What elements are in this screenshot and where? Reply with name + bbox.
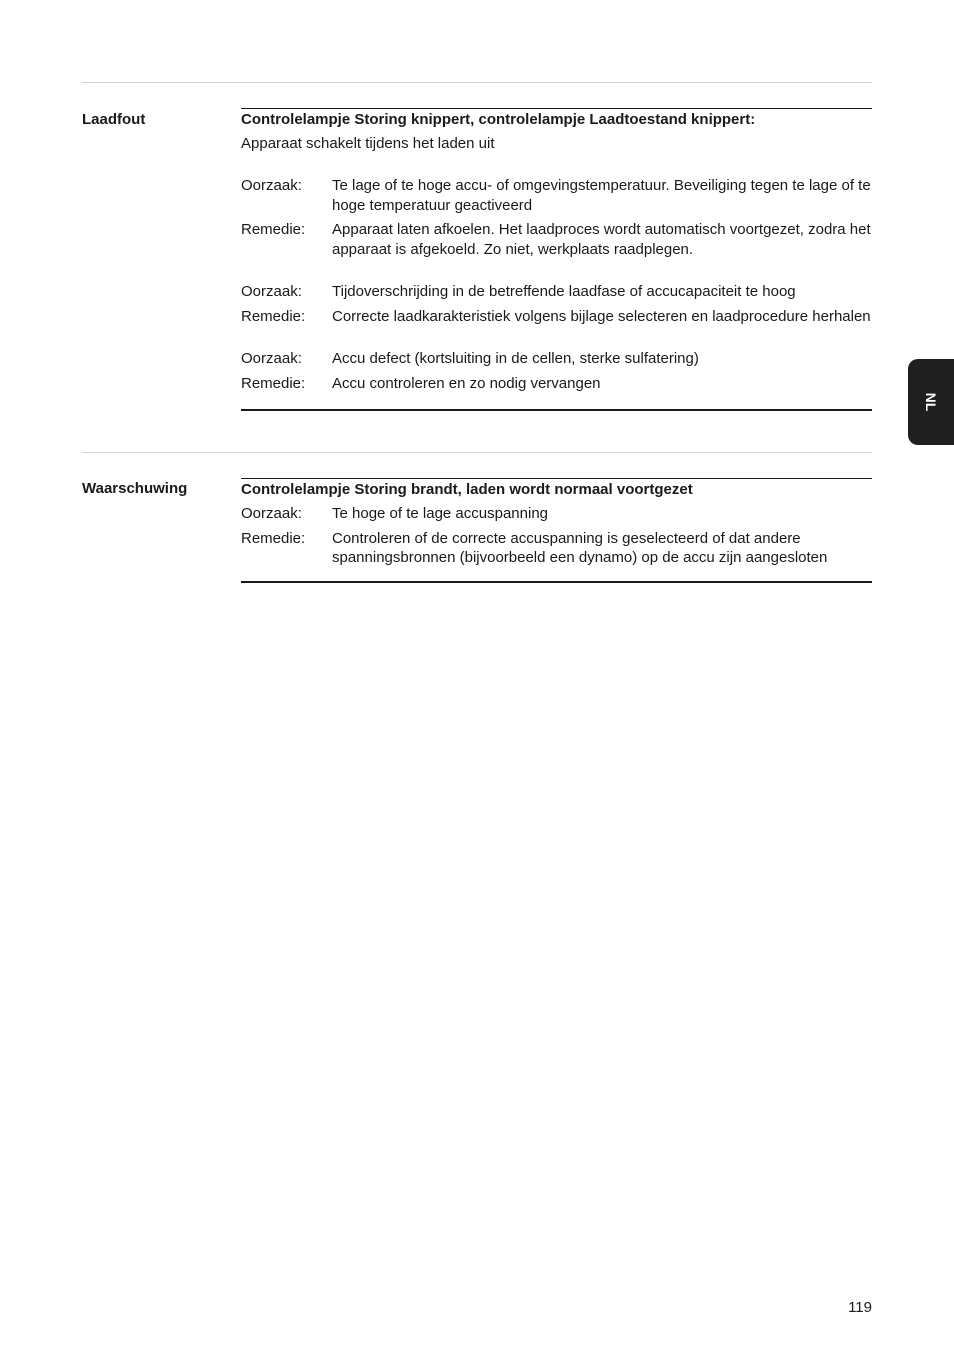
section-end-rule [241,409,872,411]
remedy-row [241,307,872,327]
cause-label: Oorzaak: [241,177,302,194]
remedy-label: Remedie: [241,221,306,238]
section-end-rule [241,581,872,583]
language-tab-label: NL [923,392,939,412]
cause-row [241,282,872,302]
fault-entry [241,282,872,326]
fault-entry [241,176,872,259]
section-heading: Controlelampje Storing brandt, laden wordt normaal voortgezet [241,478,872,499]
language-tab [908,359,954,445]
cause-label: Oorzaak: [241,505,302,522]
cause-row [241,504,872,524]
remedy-text: Correcte laadkarakteristiek volgens bijlage selecteren en laadprocedure herhalen [332,307,871,325]
section-divider [82,452,872,453]
fault-entry [241,349,872,393]
remedy-label: Remedie: [241,529,306,547]
cause-text: Te lage of te hoge accu- of omgevingstemperatuur. Beveiliging tegen te lage of te hoge temperatuur geactiveerd [332,177,871,214]
section-waarschuwing [241,478,872,583]
cause-text: Tijdoverschrijding in de betreffende laadfase of accucapaciteit te hoog [332,283,796,300]
cause-row [241,176,872,215]
section-heading: Controlelampje Storing knippert, controlelampje Laadtoestand knippert: [241,108,872,129]
cause-row [241,349,872,369]
remedy-text: Apparaat laten afkoelen. Het laadproces wordt automatisch voortgezet, zodra het apparaat is afgekoeld. Zo niet, werkplaats raadplegen. [332,221,871,258]
cause-text: Accu defect (kortsluiting in de cellen, sterke sulfatering) [332,350,699,367]
page-number: 119 [848,1299,872,1316]
section-laadfout [241,108,872,411]
remedy-row [241,529,872,568]
remedy-row [241,220,872,259]
fault-entry [241,504,872,568]
cause-label: Oorzaak: [241,283,302,300]
section-label-waarschuwing: Waarschuwing [82,480,188,497]
cause-label: Oorzaak: [241,350,302,367]
section-label-laadfout: Laadfout [82,111,146,128]
remedy-label: Remedie: [241,307,306,325]
cause-text: Te hoge of te lage accuspanning [332,505,548,522]
remedy-text: Accu controleren en zo nodig vervangen [332,374,601,392]
remedy-row [241,374,872,394]
section-subtext: Apparaat schakelt tijdens het laden uit [241,135,495,152]
top-rule [82,82,872,83]
remedy-label: Remedie: [241,374,306,392]
remedy-text: Controleren of de correcte accuspanning is geselecteerd of dat andere spanningsbronnen (bijvoorbeeld een dynamo) op de accu zijn aangesloten [332,529,828,566]
